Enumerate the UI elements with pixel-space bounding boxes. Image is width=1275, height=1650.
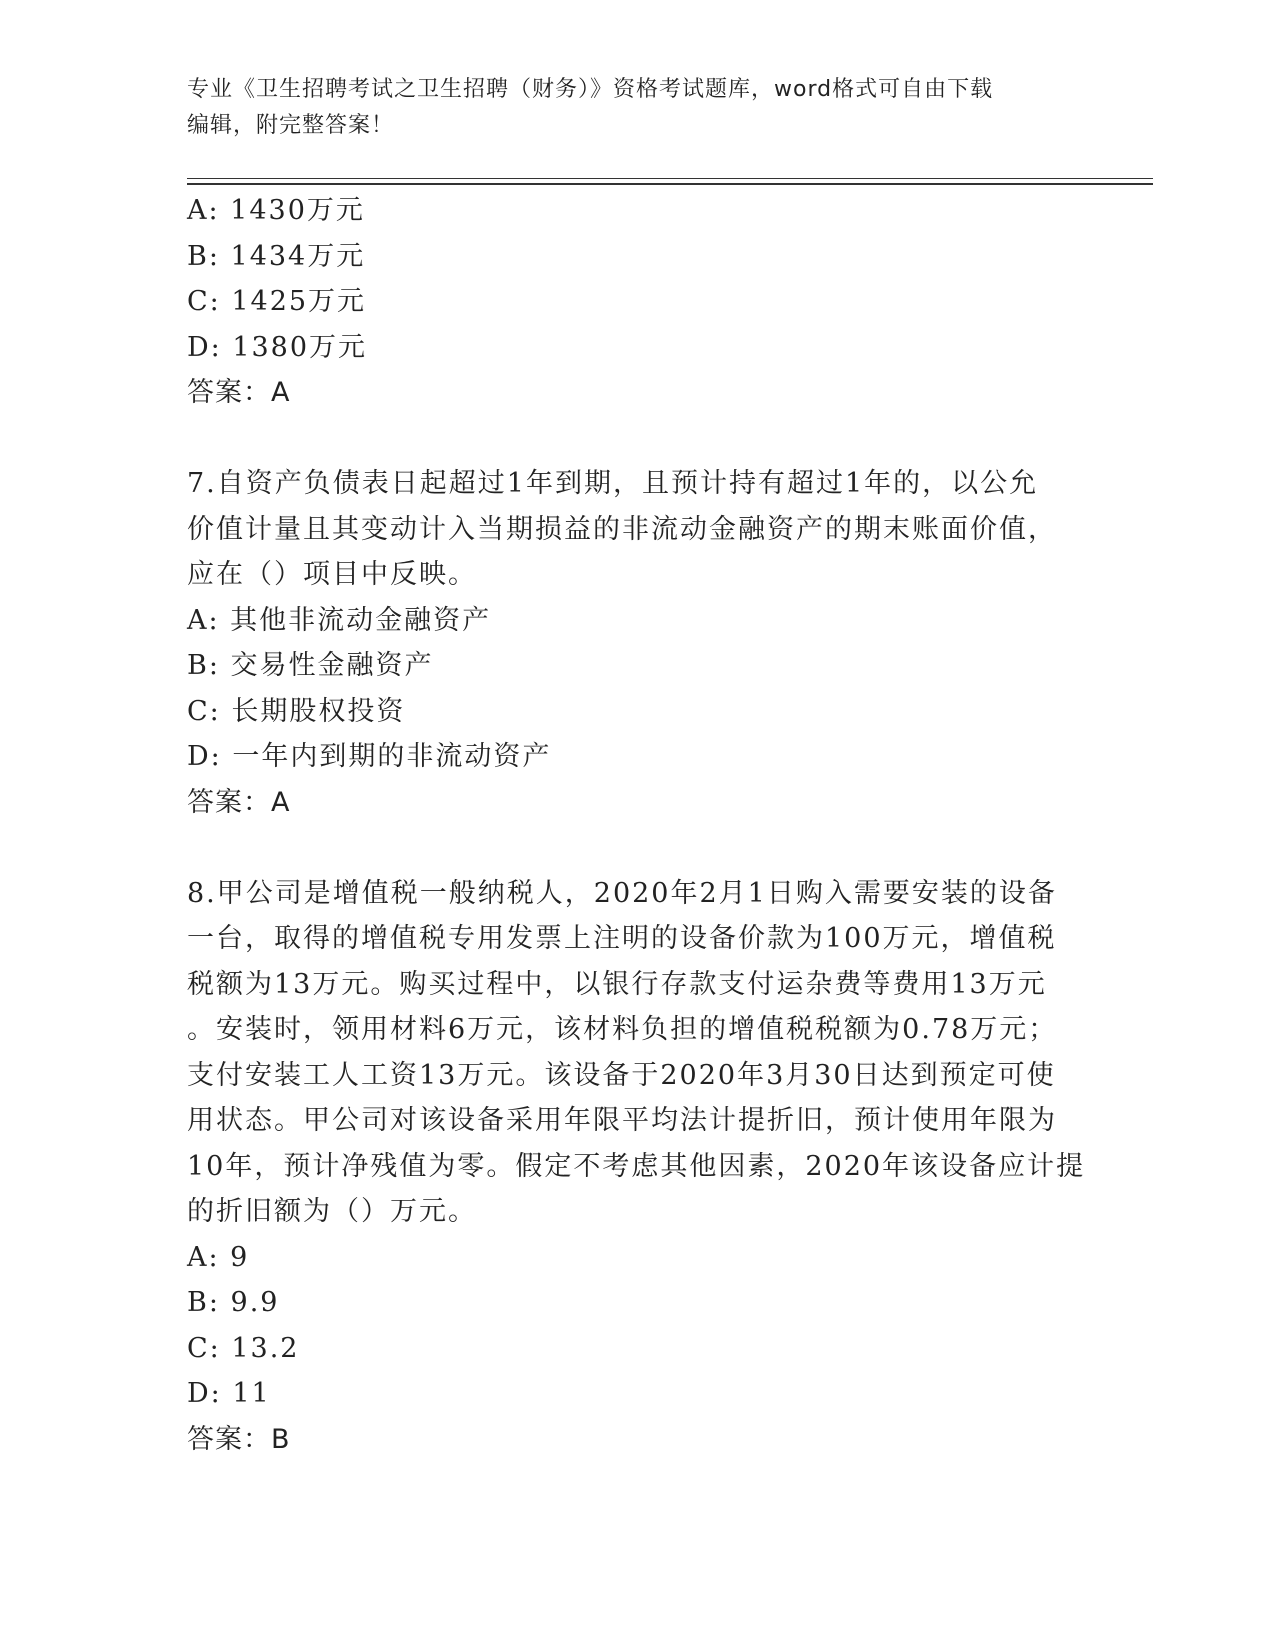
answer-line: 答案：B	[187, 1423, 291, 1455]
option-d: D: 1380万元	[187, 331, 368, 363]
spacer	[187, 416, 1087, 462]
question-text-line: 10年，预计净残值为零。假定不考虑其他因素，2020年该设备应计提	[187, 1150, 1086, 1182]
question-text-line: 一台，取得的增值税专用发票上注明的设备价款为100万元，增值税	[187, 923, 1057, 954]
question-text-line: 应在（）项目中反映。	[187, 559, 477, 590]
spacer	[187, 825, 1087, 871]
question-text-line: 8.甲公司是增值税一般纳税人，2020年2月1日购入需要安装的设备	[187, 877, 1057, 909]
question-8	[187, 871, 1087, 1463]
header-divider-top	[187, 178, 1153, 179]
question-text-line: 支付安装工人工资13万元。该设备于2020年3月30日达到预定可使	[187, 1059, 1056, 1091]
answer-line: 答案：A	[187, 377, 291, 408]
option-a: A: 其他非流动金融资产	[187, 604, 492, 636]
question-text-line: 7.自资产负债表日起超过1年到期，且预计持有超过1年的，以公允	[187, 468, 1039, 499]
question-text-line: 。安装时，领用材料6万元，该材料负担的增值税税额为0.78万元；	[187, 1014, 1058, 1045]
option-b: B: 交易性金融资产	[187, 650, 434, 681]
header-line-1: 专业《卫生招聘考试之卫生招聘（财务）》资格考试题库，word格式可自由下载	[187, 77, 994, 102]
option-a: A: 9	[187, 1241, 250, 1273]
answer-line: 答案：A	[187, 786, 291, 818]
header-divider-bottom	[187, 183, 1153, 185]
header-line-2: 编辑，附完整答案！	[187, 113, 395, 138]
option-d: D: 一年内到期的非流动资产	[187, 741, 552, 772]
option-b: B: 9.9	[187, 1287, 280, 1318]
option-c: C: 13.2	[187, 1332, 300, 1364]
question-text-line: 税额为13万元。购买过程中，以银行存款支付运杂费等费用13万元	[187, 968, 1047, 1000]
option-b: B: 1434万元	[187, 240, 366, 272]
document-header	[187, 72, 1077, 144]
option-c: C: 长期股权投资	[187, 695, 406, 727]
option-d: D: 11	[187, 1378, 271, 1409]
question-text-line: 用状态。甲公司对该设备采用年限平均法计提折旧，预计使用年限为	[187, 1105, 1057, 1136]
question-text-line: 的折旧额为（）万元。	[187, 1196, 477, 1227]
document-body	[187, 188, 1087, 1462]
prev-question	[187, 188, 1087, 416]
question-text-line: 价值计量且其变动计入当期损益的非流动金融资产的期末账面价值，	[187, 513, 1057, 545]
question-7	[187, 461, 1087, 825]
option-c: C: 1425万元	[187, 286, 367, 317]
option-a: A: 1430万元	[187, 195, 365, 226]
